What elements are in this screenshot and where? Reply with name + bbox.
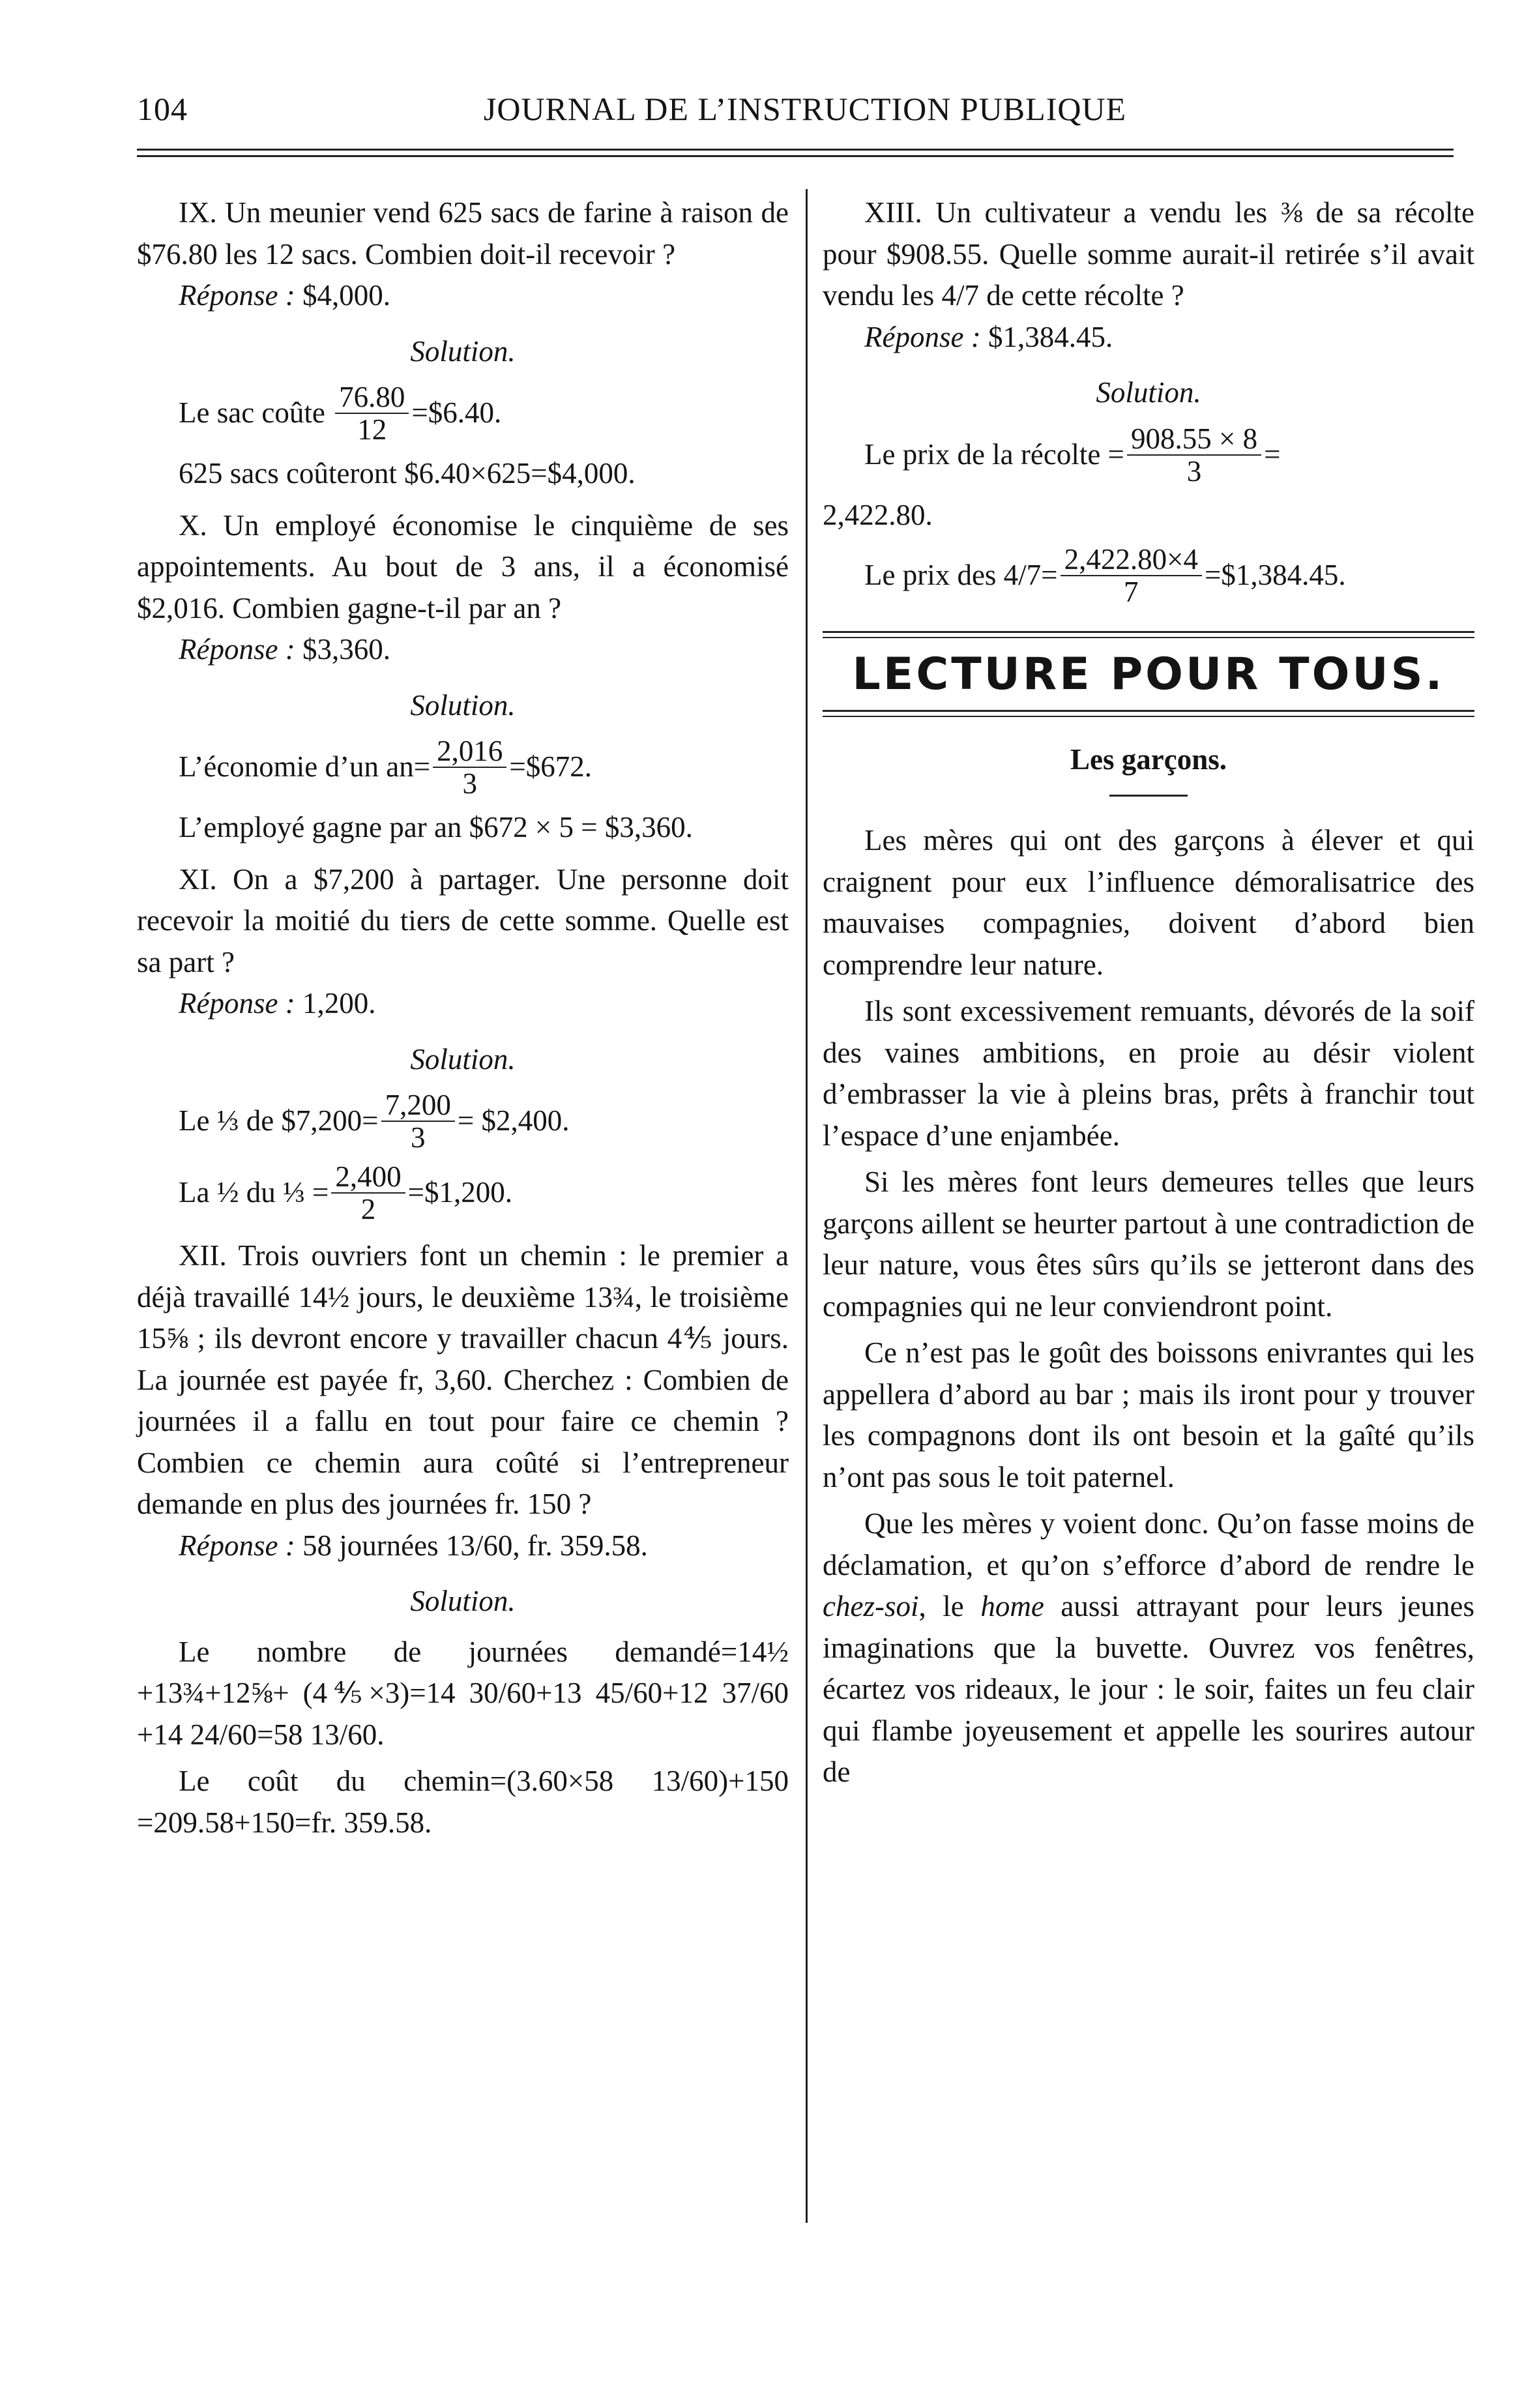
problem-9-solution-title: Solution. — [410, 334, 516, 368]
problem-11-text: XI. On a $7,200 à partager. Une personne doit recevoir la moitié du tiers de cette somme. Quelle est sa part ? — [137, 862, 789, 978]
problem-10-equation-2: L’employé gagne par an $672 × 5 = $3,360. — [179, 811, 693, 844]
article-paragraph: Ce n’est pas le goût des boissons enivrantes qui les appellera d’abord au bar ; mais ils iront pour y trouver les compagnons dont ils ont besoin et la gaîté qu’ils n’ont pas sous le toit paternel. — [823, 1336, 1474, 1493]
problem-10-solution-title: Solution. — [410, 688, 516, 722]
problem-13-text: XIII. Un cultivateur a vendu les ⅜ de sa récolte pour $908.55. Quelle somme aurait-il retirée s’il avait vendu les 4/7 de cette récolte ? — [823, 196, 1474, 312]
section-rule-top — [823, 631, 1474, 638]
problem-10-answer: Réponse : $3,360. — [179, 633, 390, 666]
fraction: $\frac{7,200}{3}$ — [381, 1089, 455, 1153]
left-column — [137, 192, 789, 1843]
problem-10-equation-1: L’économie d’un an= $\frac{2,016}{3}$ =$672. — [179, 735, 592, 800]
fraction: $\frac{2,016}{3}$ — [433, 735, 506, 799]
right-column — [823, 192, 1474, 1793]
problem-9-equation-2: 625 sacs coûteront $6.40×625=$4,000. — [179, 457, 636, 490]
problem-13-answer: Réponse : $1,384.45. — [864, 320, 1113, 353]
article-title-rule — [1109, 795, 1188, 797]
section-title: LECTURE POUR TOUS. — [852, 649, 1445, 700]
problem-13-solution-title: Solution. — [1096, 376, 1201, 409]
journal-title: JOURNAL DE L’INSTRUCTION PUBLIQUE — [483, 91, 1127, 127]
fraction: $\frac{2,422.80\times 4}{7}$ — [1061, 544, 1202, 608]
problem-11-answer: Réponse : 1,200. — [179, 987, 376, 1020]
fraction: $\frac{76.80}{12}$ — [335, 381, 409, 445]
problem-13-equation-2: Le prix des 4/7= $\frac{2,422.80\times 4}{7}$ =$1,384.45. — [864, 543, 1346, 608]
article-title: Les garçons. — [1070, 742, 1227, 776]
problem-11-equation-1: Le ⅓ de $7,200= $\frac{7,200}{3}$ = $2,400. — [179, 1089, 570, 1154]
problem-9-answer: Réponse : $4,000. — [179, 279, 390, 312]
problem-12-solution-1: Le nombre de journées demandé=14½ +13¾+12⅝+ (4⅘×3)=14 30/60+13 45/60+12 37/60 +14 24/60=58 13/60. — [137, 1635, 789, 1751]
problem-11-solution-title: Solution. — [410, 1042, 516, 1076]
header-rule-second — [137, 155, 1454, 157]
problem-12-text: XII. Trois ouvriers font un chemin : le premier a déjà travaillé 14½ jours, le deuxième 13¾, le troisième 15⅝ ; ils devront encore y travailler chacun 4⅘ jours. La journée est payée fr, 3,60. Cherchez : Combien de journées il a fallu en tout pour faire ce chemin ? Combien ce chemin aura coûté si l’entrepreneur demande en plus des journées fr. 150 ? — [137, 1239, 789, 1520]
section-rule-bottom — [823, 710, 1474, 717]
page-header — [137, 83, 1473, 136]
fraction: $\frac{908.55 \times 8}{3}$ — [1127, 423, 1261, 487]
problem-9-text: IX. Un meunier vend 625 sacs de farine à raison de $76.80 les 12 sacs. Combien doit-il recevoir ? — [137, 196, 789, 271]
page-number: 104 — [137, 91, 188, 127]
header-rule — [137, 149, 1454, 151]
column-divider — [806, 189, 808, 2223]
article-paragraph: Ils sont excessivement remuants, dévorés de la soif des vaines ambitions, en proie au désir violent d’embrasser la vie à pleins bras, prêts à franchir tout l’espace d’une enjambée. — [823, 995, 1474, 1152]
problem-11-equation-2: La ½ du ⅓ = $\frac{2,400}{2}$ =$1,200. — [179, 1160, 512, 1226]
article-paragraph-last: Que les mères y voient donc. Qu’on fasse moins de déclamation, et qu’on s’efforce d’abord de rendre le chez-soi, le home aussi attrayant pour leurs jeunes imaginations que la buvette. Ouvrez vos fenêtres, écartez vos rideaux, le jour : le soir, faites un feu clair qui flambe joyeusement et appelle les sourires autour de — [823, 1507, 1474, 1788]
problem-10-text: X. Un employé économise le cinquième de ses appointements. Au bout de 3 ans, il a économisé $2,016. Combien gagne-t-il par an ? — [137, 508, 789, 624]
article-paragraph: Les mères qui ont des garçons à élever et qui craignent pour eux l’influence démoralisatrice des mauvaises compagnies, doivent d’abord bien comprendre leur nature. — [823, 824, 1474, 981]
fraction: $\frac{2,400}{2}$ — [331, 1161, 405, 1225]
problem-12-answer: Réponse : 58 journées 13/60, fr. 359.58. — [179, 1529, 648, 1562]
problem-13-equation-1: Le prix de la récolte = $\frac{908.55 \times 8}{3}$ = — [864, 422, 1281, 488]
article-paragraph: Si les mères font leurs demeures telles que leurs garçons aillent se heurter partout à une contradiction de leur nature, vous êtes sûrs qu’ils se jetteront dans des compagnies qui ne leur conviendront point. — [823, 1166, 1474, 1323]
problem-13-equation-1-continued: 2,422.80. — [823, 498, 933, 531]
problem-12-solution-2: Le coût du chemin=(3.60×58 13/60)+150 =209.58+150=fr. 359.58. — [137, 1765, 789, 1839]
problem-12-solution-title: Solution. — [410, 1585, 516, 1617]
problem-9-equation-1: Le sac coûte $\frac{76.80}{12}$ =$6.40. — [179, 381, 502, 446]
